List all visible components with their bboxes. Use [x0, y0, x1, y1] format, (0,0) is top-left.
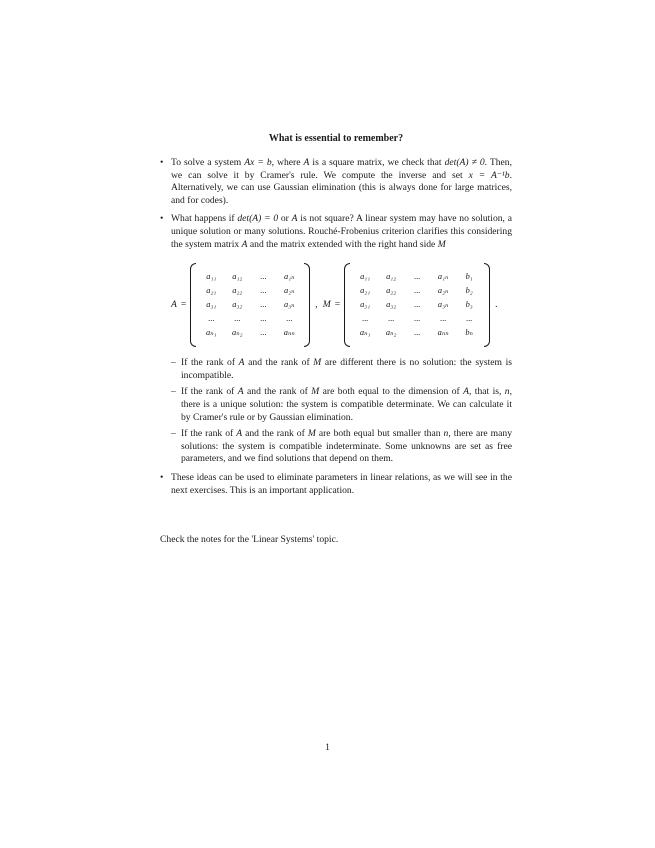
- matrix-cell: ...: [260, 300, 267, 310]
- left-paren-icon: [344, 263, 350, 347]
- matrix-cell: aₙₙ: [437, 328, 449, 338]
- matrix-m: [352, 270, 482, 340]
- text: are different there is no solution: the system is incompatible.: [181, 357, 512, 381]
- bullet-applications: [160, 472, 512, 497]
- matrix-a: [198, 270, 302, 340]
- matrix-cell: ...: [260, 314, 267, 324]
- math: x = A⁻¹b: [468, 169, 510, 181]
- bullet-solve-system: [160, 157, 512, 207]
- matrix-cell: a₁₁: [360, 272, 371, 282]
- matrix-row: [198, 284, 302, 298]
- matrix-row: [198, 298, 302, 312]
- matrix-cell: ...: [413, 300, 421, 310]
- matrix-cell: a₁₂: [386, 272, 397, 282]
- text: If the rank of: [181, 357, 239, 369]
- subpoint-determinate: [171, 386, 512, 424]
- matrix-cell: ...: [413, 314, 421, 324]
- text: or: [278, 213, 292, 225]
- matrix-cell: a₃₁: [206, 300, 217, 310]
- left-paren-icon: [190, 263, 196, 347]
- math: det(A) = 0: [237, 213, 279, 225]
- matrix-cell: a₁₁: [206, 272, 217, 282]
- math: det(A) ≠ 0: [444, 157, 485, 168]
- right-paren-icon: [484, 263, 490, 347]
- matrix-cell: ...: [260, 286, 267, 296]
- text: , that is,: [469, 386, 505, 398]
- text: and the rank of: [242, 428, 308, 440]
- text: are both equal to the dimension of: [319, 386, 464, 398]
- matrix-cell: ...: [361, 314, 369, 324]
- matrix-row: [352, 270, 482, 284]
- dash-icon: –: [171, 386, 176, 398]
- matrix-display: [171, 261, 512, 349]
- text: If the rank of: [181, 386, 238, 398]
- matrix-cell: a₁₂: [232, 272, 243, 282]
- math: M: [437, 238, 446, 250]
- matrix-cell: ...: [260, 328, 267, 338]
- matrix-row: [352, 284, 482, 298]
- text: . Alternatively, we can use Gaussian elimination (this is always done for large matrices, and for codes).: [171, 169, 512, 206]
- matrix-cell: a₂₁: [206, 286, 217, 296]
- text: , where: [271, 157, 304, 168]
- matrix-cell: a₂ₙ: [437, 286, 449, 296]
- right-paren-icon: [304, 263, 310, 347]
- matrix-cell: ...: [286, 314, 293, 324]
- math: A: [241, 238, 248, 250]
- matrix-cell: a₃ₙ: [284, 300, 295, 310]
- matrix-cell: b₃: [465, 300, 473, 310]
- matrix-row: [352, 312, 482, 326]
- text: If the rank of: [181, 428, 237, 440]
- matrix-cell: aₙ₁: [206, 328, 217, 338]
- math: M: [313, 357, 322, 369]
- text: and the rank of: [243, 386, 312, 398]
- matrix-row: [198, 312, 302, 326]
- matrix-cell: b₂: [465, 286, 473, 296]
- math: A: [463, 386, 469, 398]
- matrix-cell: a₃₂: [232, 300, 243, 310]
- page-number: 1: [325, 742, 330, 753]
- matrix-cell: ...: [234, 314, 241, 324]
- matrix-cell: ...: [387, 314, 395, 324]
- math: Ax = b: [244, 157, 272, 168]
- matrix-cell: b₁: [465, 272, 473, 282]
- dash-icon: –: [171, 428, 176, 440]
- math: A: [303, 157, 310, 168]
- matrix-cell: a₁ₙ: [437, 272, 449, 282]
- equals-sign: =: [180, 298, 187, 310]
- closing-note: Check the notes for the 'Linear Systems' topic.: [160, 534, 339, 545]
- text: is not square? A linear system may have no solution, a unique solution or many solutions. Rouché-Frobenius criterion clarifies this considering the system matrix: [171, 213, 512, 250]
- math: M: [307, 428, 316, 440]
- bullet-rouche-frobenius: [160, 213, 512, 466]
- text: To solve a system: [171, 157, 245, 168]
- matrix-cell: aₙₙ: [283, 328, 295, 338]
- matrix-cell: ...: [465, 314, 473, 324]
- matrix-row: [198, 270, 302, 284]
- matrix-cell: a₂₁: [360, 286, 371, 296]
- math: n: [504, 386, 510, 398]
- math: M: [311, 386, 320, 398]
- dash-icon: –: [171, 357, 176, 369]
- math: A: [291, 213, 298, 225]
- subpoint-indeterminate: [171, 428, 512, 466]
- matrix-cell: a₃₁: [360, 300, 371, 310]
- text: , there are many solutions: the system is compatible indeterminate. Some unknowns are set as free parameters, and we find solutions that depend on them.: [181, 428, 512, 465]
- matrix-cell: a₂₂: [232, 286, 243, 296]
- matrix-cell: bₙ: [465, 328, 473, 338]
- matrix-row: [352, 298, 482, 312]
- bullet-icon: •: [160, 471, 164, 483]
- matrix-cell: ...: [260, 272, 267, 282]
- matrix-cell: a₃₂: [386, 300, 397, 310]
- text: and the matrix extended with the right hand side: [247, 238, 438, 250]
- matrix-cell: ...: [208, 314, 215, 324]
- bullet-icon: •: [160, 213, 164, 225]
- subpoint-list: [171, 357, 512, 466]
- matrix-cell: a₁ₙ: [284, 272, 295, 282]
- text: and the rank of: [244, 357, 314, 369]
- matrix-cell: a₃ₙ: [437, 300, 449, 310]
- math: A: [238, 357, 245, 369]
- text: , there is a unique solution: the system is compatible determinate. We can calculate it by Cramer's rule or by Gaussian elimination.: [181, 386, 512, 423]
- matrix-cell: ...: [413, 272, 421, 282]
- matrix-cell: ...: [413, 286, 421, 296]
- matrix-cell: ...: [413, 328, 421, 338]
- subpoint-incompatible: [171, 357, 512, 382]
- equals-sign: =: [334, 298, 341, 310]
- text: These ideas can be used to eliminate parameters in linear relations, as we will see in the next exercises. This is an important application.: [171, 471, 512, 496]
- matrix-row: [352, 326, 482, 340]
- matrix-row: [198, 326, 302, 340]
- text: . Then, we can solve it by Cramer's rule. We compute the inverse and set: [171, 157, 513, 181]
- math: n: [443, 428, 449, 440]
- matrix-cell: aₙ₂: [385, 328, 397, 338]
- section-title: What is essential to remember?: [268, 133, 404, 144]
- bullet-list: [160, 157, 512, 503]
- text: are both equal but smaller than: [315, 428, 444, 440]
- math: A: [237, 386, 244, 398]
- matrix-m-label: M: [322, 298, 331, 310]
- matrix-cell: a₂ₙ: [284, 286, 295, 296]
- text: What happens if: [171, 213, 238, 225]
- matrix-cell: a₂₂: [386, 286, 397, 296]
- matrix-cell: aₙ₁: [359, 328, 371, 338]
- text: is a square matrix, we check that: [309, 157, 445, 168]
- matrix-cell: ...: [439, 314, 447, 324]
- matrix-cell: aₙ₂: [232, 328, 243, 338]
- math: A: [236, 428, 243, 440]
- matrix-separator: ,: [315, 298, 318, 310]
- matrix-end-period: .: [495, 298, 498, 310]
- matrix-a-label: A: [171, 298, 177, 310]
- bullet-icon: •: [160, 157, 164, 168]
